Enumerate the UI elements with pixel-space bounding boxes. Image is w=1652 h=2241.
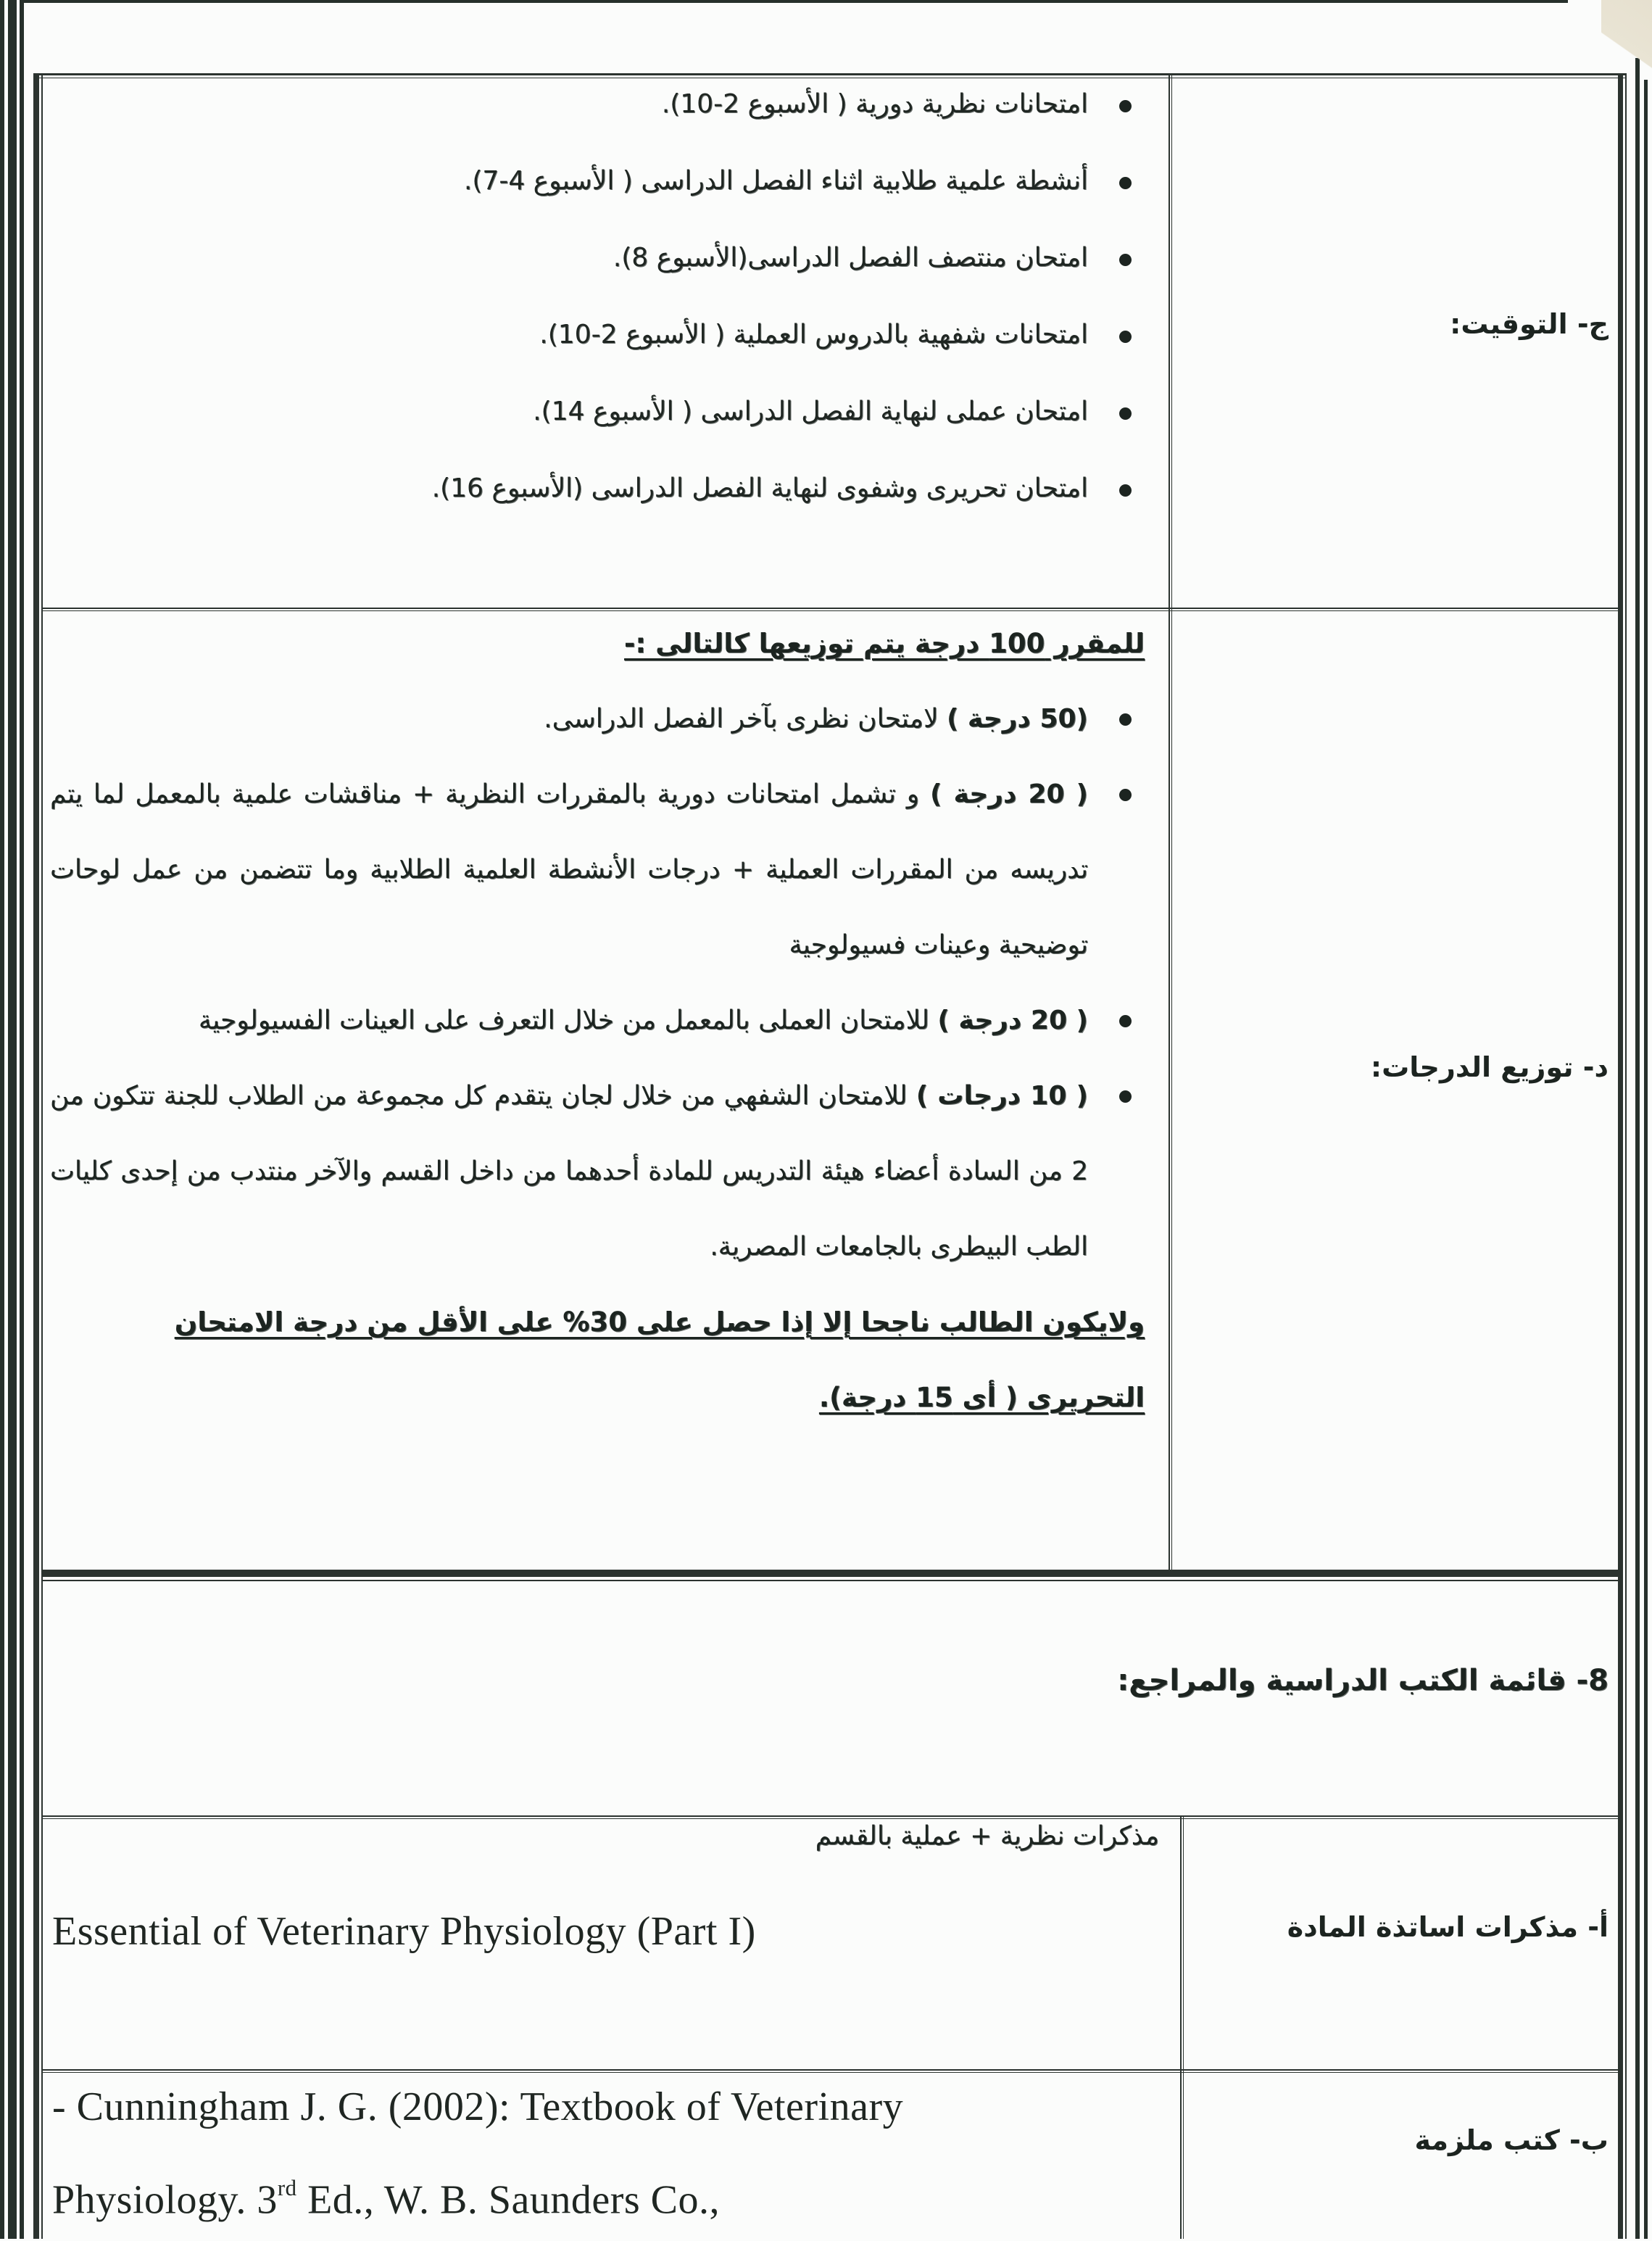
grades-list <box>50 682 1145 1285</box>
reference-line-1: - Cunningham J. G. (2002): Textbook of Veterinary <box>52 2084 904 2129</box>
column-divider <box>1171 75 1172 1573</box>
notes-label: أ- مذكرات اساتذة المادة <box>1287 1911 1609 1943</box>
section-separator <box>43 1570 1618 1577</box>
bullet-icon <box>1119 177 1132 189</box>
bullet-icon <box>1119 254 1132 266</box>
notes-english-title: Essential of Veterinary Physiology (Part I) <box>52 1909 756 1954</box>
timing-label: ج- التوقيت: <box>1450 308 1609 340</box>
bullet-icon <box>1119 484 1132 497</box>
list-item: امتحان عملى لنهاية الفصل الدراسى ( الأسبوع 14). <box>347 393 1145 470</box>
grades-label: د- توزيع الدرجات: <box>1370 1051 1609 1083</box>
table-border-left <box>33 74 39 2239</box>
column-divider <box>1180 1817 1182 2239</box>
border-stripe <box>8 0 17 2239</box>
bleed-through-shadow <box>58 94 70 148</box>
list-item: امتحانات نظرية دورية ( الأسبوع 2-10). <box>347 86 1145 162</box>
pass-requirement-note: ولايكون الطالب ناجحا إلا إذا حصل على 30% على الأقل من درجة الامتحان التحريرى ( أى 15 درجة). <box>174 1306 1145 1413</box>
list-item: امتحان منتصف الفصل الدراسى(الأسبوع 8). <box>347 239 1145 316</box>
bullet-icon <box>1119 331 1132 343</box>
notes-arabic: مذكرات نظرية + عملية بالقسم <box>815 1821 1159 1851</box>
required-books-label: ب- كتب ملزمة <box>1414 2124 1609 2156</box>
bullet-icon <box>1119 789 1132 801</box>
table-border-top <box>33 73 1627 75</box>
list-item: ( 20 درجة ) للامتحان العملى بالمعمل من خلال التعرف على العينات الفسيولوجية <box>50 983 1145 1059</box>
section-8-title: 8- قائمة الكتب الدراسية والمراجع: <box>1117 1664 1609 1697</box>
border-stripe <box>1644 80 1648 2239</box>
border-stripe <box>24 0 1568 3</box>
grades-content <box>50 606 1145 1436</box>
bullet-icon <box>1119 407 1132 420</box>
table-border-right-outer <box>1625 74 1627 2239</box>
bullet-icon <box>1119 1090 1132 1103</box>
list-item: أنشطة علمية طلابية اثناء الفصل الدراسى ( الأسبوع 4-7). <box>347 162 1145 239</box>
timing-list <box>347 86 1145 547</box>
column-divider <box>1169 75 1170 1573</box>
column-divider <box>1183 1817 1184 2239</box>
row-divider <box>43 1818 1618 1819</box>
list-item: (50 درجة ) لامتحان نظرى بآخر الفصل الدراسى. <box>50 682 1145 757</box>
bullet-icon <box>1119 100 1132 112</box>
list-item: ( 10 درجات ) للامتحان الشفهي من خلال لجان يتقدم كل مجموعة من الطلاب للجنة تتكون من 2 من السادة أعضاء هيئة التدريس للمادة أحدهما من داخل القسم والآخر منتدب من إحدى كليات الطب البيطرى بالجامعات المصرية. <box>50 1059 1145 1285</box>
list-item: ( 20 درجة ) و تشمل امتحانات دورية بالمقررات النظرية + مناقشات علمية بالمعمل لما يتم تدريسه من المقررات العملية + درجات الأنشطة العلمية الطلابية وما تتضمن من عمل لوحات توضيحية وعينات فسيولوجية <box>50 757 1145 983</box>
bullet-icon <box>1119 713 1132 726</box>
list-item: امتحانات شفهية بالدروس العملية ( الأسبوع 2-10). <box>347 316 1145 393</box>
border-stripe <box>0 0 4 2239</box>
section-separator-inner <box>43 1580 1618 1581</box>
border-stripe <box>20 0 24 2239</box>
table-border-right <box>1618 74 1623 2239</box>
bullet-icon <box>1119 1015 1132 1027</box>
grades-heading: للمقرر 100 درجة يتم توزيعها كالتالى :- <box>624 628 1145 659</box>
reference-line-2: Physiology. 3rd Ed., W. B. Saunders Co., <box>52 2176 720 2223</box>
list-item: امتحان تحريرى وشفوى لنهاية الفصل الدراسى (الأسبوع 16). <box>347 470 1145 547</box>
border-stripe <box>1635 58 1640 2239</box>
table-border-left-inner <box>41 74 43 2239</box>
row-divider <box>43 1815 1618 1817</box>
